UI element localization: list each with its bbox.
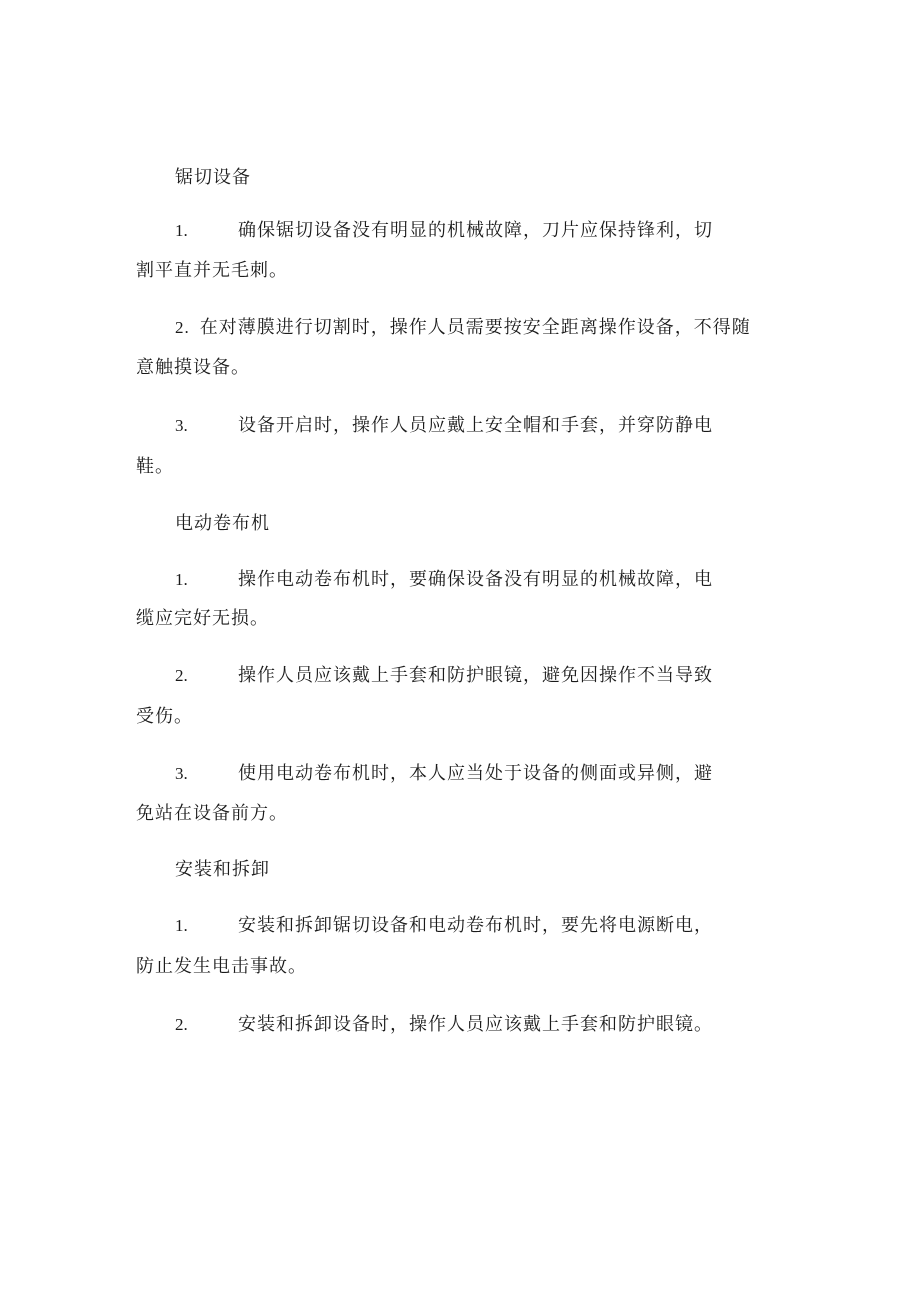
section-heading-electric-winder: 电动卷布机 <box>175 513 270 534</box>
item-text-line2: 缆应完好无损。 <box>136 608 269 629</box>
item-text-line1: 设备开启时，操作人员应戴上安全帽和手套，并穿防静电 <box>238 415 713 436</box>
item-text-line1: 安装和拆卸锯切设备和电动卷布机时，要先将电源断电， <box>238 915 713 936</box>
item-number: 1. <box>175 916 188 935</box>
item-text-line2: 意触摸设备。 <box>136 357 250 378</box>
section-heading-saw-equipment: 锯切设备 <box>175 167 251 188</box>
item-text-line1: 在对薄膜进行切割时，操作人员需要按安全距离操作设备，不得随 <box>199 317 751 338</box>
item-number: 2. <box>175 1015 188 1034</box>
item-text-line1: 确保锯切设备没有明显的机械故障，刀片应保持锋利，切 <box>238 220 713 241</box>
item-text-line1: 使用电动卷布机时，本人应当处于设备的侧面或异侧，避 <box>238 763 713 784</box>
list-item <box>175 316 751 340</box>
item-text-line1: 安装和拆卸设备时，操作人员应该戴上手套和防护眼镜。 <box>238 1014 713 1035</box>
item-text-line2: 免站在设备前方。 <box>136 803 288 824</box>
item-number: 1. <box>175 221 188 240</box>
item-text-line1: 操作人员应该戴上手套和防护眼镜，避免因操作不当导致 <box>238 665 713 686</box>
item-text-line2: 防止发生电击事故。 <box>136 956 307 977</box>
item-text-line2: 割平直并无毛刺。 <box>136 260 288 281</box>
item-text-line2: 鞋。 <box>136 456 174 477</box>
item-text-line2: 受伤。 <box>136 706 193 727</box>
section-heading-install-remove: 安装和拆卸 <box>175 859 270 880</box>
item-number: 3. <box>175 764 188 783</box>
item-number: 2. <box>175 318 190 337</box>
item-number: 2. <box>175 666 188 685</box>
item-text-line1: 操作电动卷布机时，要确保设备没有明显的机械故障，电 <box>238 569 713 590</box>
item-number: 3. <box>175 416 188 435</box>
item-number: 1. <box>175 570 188 589</box>
